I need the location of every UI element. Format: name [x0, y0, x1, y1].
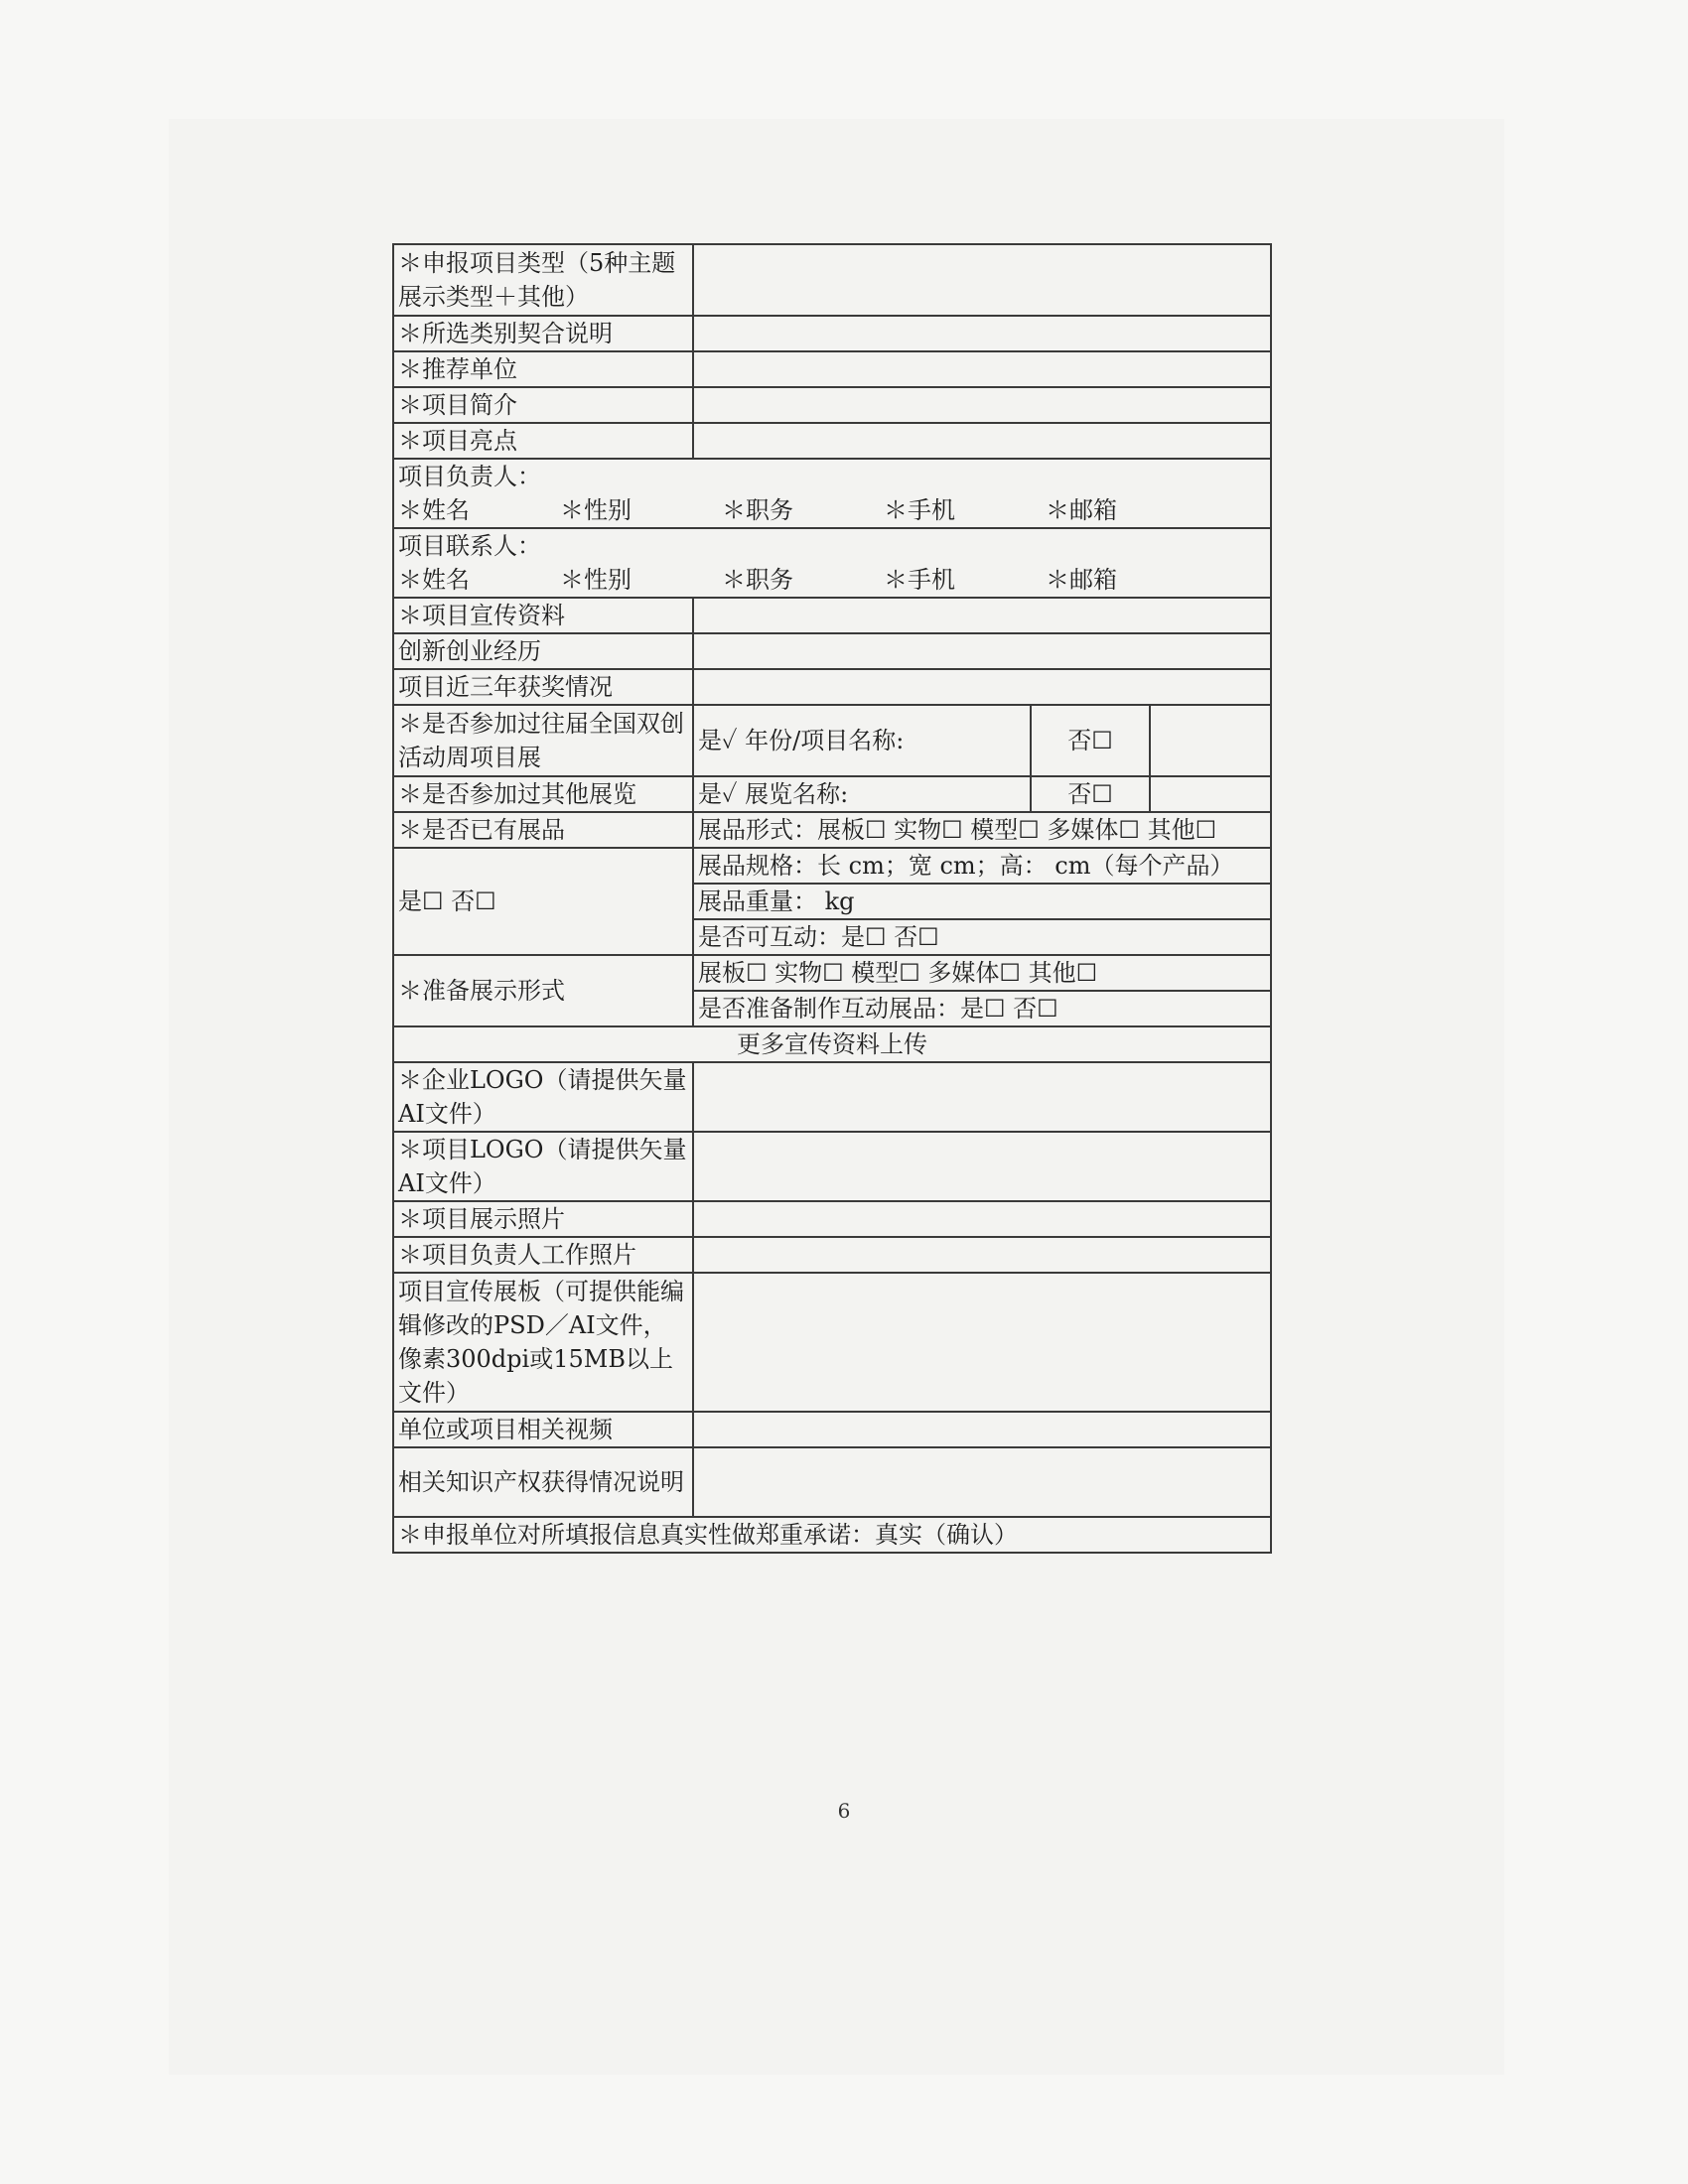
upload-company-logo[interactable] [693, 1062, 1271, 1132]
label-promo-board: 项目宣传展板（可提供能编辑修改的PSD／AI文件，像素300dpi或15MB以上文件） [393, 1273, 693, 1412]
form-row-company-logo [393, 1062, 1271, 1132]
prev-week-yes-option[interactable]: 是✓ 年份/项目名称: [693, 705, 1031, 776]
form-row-category-note [393, 316, 1271, 351]
leader-email-field[interactable]: ＊邮箱 [1046, 496, 1117, 524]
form-row-pledge [393, 1517, 1271, 1553]
contact-position-field[interactable]: ＊职务 [722, 566, 793, 594]
upload-project-photos[interactable] [693, 1201, 1271, 1237]
label-startup-experience: 创新创业经历 [393, 633, 693, 669]
form-row-project-logo [393, 1132, 1271, 1201]
upload-promo-board[interactable] [693, 1273, 1271, 1412]
field-recommender[interactable] [693, 351, 1271, 387]
label-other-expo: ＊是否参加过其他展览 [393, 776, 693, 812]
form-row-leader-photos [393, 1237, 1271, 1273]
contact-phone-field[interactable]: ＊手机 [884, 566, 955, 594]
other-expo-no-option[interactable]: 否☐ [1031, 776, 1150, 812]
form-row-more-upload [393, 1026, 1271, 1062]
label-has-exhibit: ＊是否已有展品 [393, 812, 693, 848]
exhibit-size-field[interactable]: 展品规格：长 cm；宽 cm；高： cm（每个产品） [693, 848, 1271, 884]
label-project-logo: ＊项目LOGO（请提供矢量AI文件） [393, 1132, 693, 1201]
label-project-photos: ＊项目展示照片 [393, 1201, 693, 1237]
prep-display-options[interactable]: 展板☐ 实物☐ 模型☐ 多媒体☐ 其他☐ [693, 955, 1271, 991]
contact-gender-field[interactable]: ＊性别 [560, 566, 632, 594]
label-category-note: ＊所选类别契合说明 [393, 316, 693, 351]
contact-fields [398, 563, 1266, 597]
page-number: 6 [837, 1799, 851, 1823]
form-row-contact [393, 528, 1271, 598]
label-prep-display: ＊准备展示形式 [393, 955, 693, 1026]
form-row-project-photos [393, 1201, 1271, 1237]
form-row-prep-display [393, 955, 1271, 991]
contact-email-field[interactable]: ＊邮箱 [1046, 566, 1117, 594]
field-promo-material[interactable] [693, 598, 1271, 633]
field-project-type[interactable] [693, 244, 1271, 316]
prev-week-blank [1150, 705, 1271, 776]
exhibit-form-options[interactable]: 展品形式：展板☐ 实物☐ 模型☐ 多媒体☐ 其他☐ [693, 812, 1271, 848]
form-row-recommender [393, 351, 1271, 387]
label-project-type: ＊申报项目类型（5种主题展示类型＋其他） [393, 244, 693, 316]
form-row-highlights [393, 423, 1271, 459]
form-row-has-exhibit [393, 812, 1271, 848]
label-prev-week: ＊是否参加过往届全国双创活动周项目展 [393, 705, 693, 776]
upload-project-logo[interactable] [693, 1132, 1271, 1201]
field-intro[interactable] [693, 387, 1271, 423]
pledge-statement[interactable]: ＊申报单位对所填报信息真实性做郑重承诺：真实（确认） [393, 1517, 1271, 1553]
form-row-startup-experience [393, 633, 1271, 669]
field-category-note[interactable] [693, 316, 1271, 351]
label-awards: 项目近三年获奖情况 [393, 669, 693, 705]
upload-leader-photos[interactable] [693, 1237, 1271, 1273]
other-expo-blank [1150, 776, 1271, 812]
form-row-intro [393, 387, 1271, 423]
contact-title: 项目联系人： [398, 532, 541, 560]
other-expo-yes-option[interactable]: 是✓ 展览名称: [693, 776, 1031, 812]
label-ip: 相关知识产权获得情况说明 [393, 1447, 693, 1517]
leader-phone-field[interactable]: ＊手机 [884, 496, 955, 524]
contact-name-field[interactable]: ＊姓名 [398, 566, 470, 594]
leader-gender-field[interactable]: ＊性别 [560, 496, 632, 524]
leader-title: 项目负责人： [398, 463, 541, 490]
label-company-logo: ＊企业LOGO（请提供矢量AI文件） [393, 1062, 693, 1132]
form-row-other-expo [393, 776, 1271, 812]
form-row-project-type [393, 244, 1271, 316]
application-form-table [392, 243, 1272, 1554]
has-exhibit-yes-no[interactable]: 是☐ 否☐ [393, 848, 693, 955]
contact-block [393, 528, 1271, 598]
exhibit-weight-field[interactable]: 展品重量： kg [693, 884, 1271, 919]
field-highlights[interactable] [693, 423, 1271, 459]
prev-week-no-option[interactable]: 否☐ [1031, 705, 1150, 776]
form-row-leader [393, 459, 1271, 528]
form-row-video [393, 1412, 1271, 1447]
form-row-prev-week [393, 705, 1271, 776]
field-startup-experience[interactable] [693, 633, 1271, 669]
label-recommender: ＊推荐单位 [393, 351, 693, 387]
form-row-exhibit-size [393, 848, 1271, 884]
form-row-promo-material [393, 598, 1271, 633]
interactive-options[interactable]: 是否可互动：是☐ 否☐ [693, 919, 1271, 955]
label-intro: ＊项目简介 [393, 387, 693, 423]
label-highlights: ＊项目亮点 [393, 423, 693, 459]
form-row-promo-board [393, 1273, 1271, 1412]
form-row-awards [393, 669, 1271, 705]
leader-block [393, 459, 1271, 528]
label-video: 单位或项目相关视频 [393, 1412, 693, 1447]
label-leader-photos: ＊项目负责人工作照片 [393, 1237, 693, 1273]
label-promo-material: ＊项目宣传资料 [393, 598, 693, 633]
field-ip[interactable] [693, 1447, 1271, 1517]
leader-position-field[interactable]: ＊职务 [722, 496, 793, 524]
leader-fields [398, 493, 1266, 527]
field-awards[interactable] [693, 669, 1271, 705]
leader-name-field[interactable]: ＊姓名 [398, 496, 470, 524]
section-more-upload: 更多宣传资料上传 [393, 1026, 1271, 1062]
form-row-ip [393, 1447, 1271, 1517]
prep-interactive-options[interactable]: 是否准备制作互动展品：是☐ 否☐ [693, 991, 1271, 1026]
upload-video[interactable] [693, 1412, 1271, 1447]
